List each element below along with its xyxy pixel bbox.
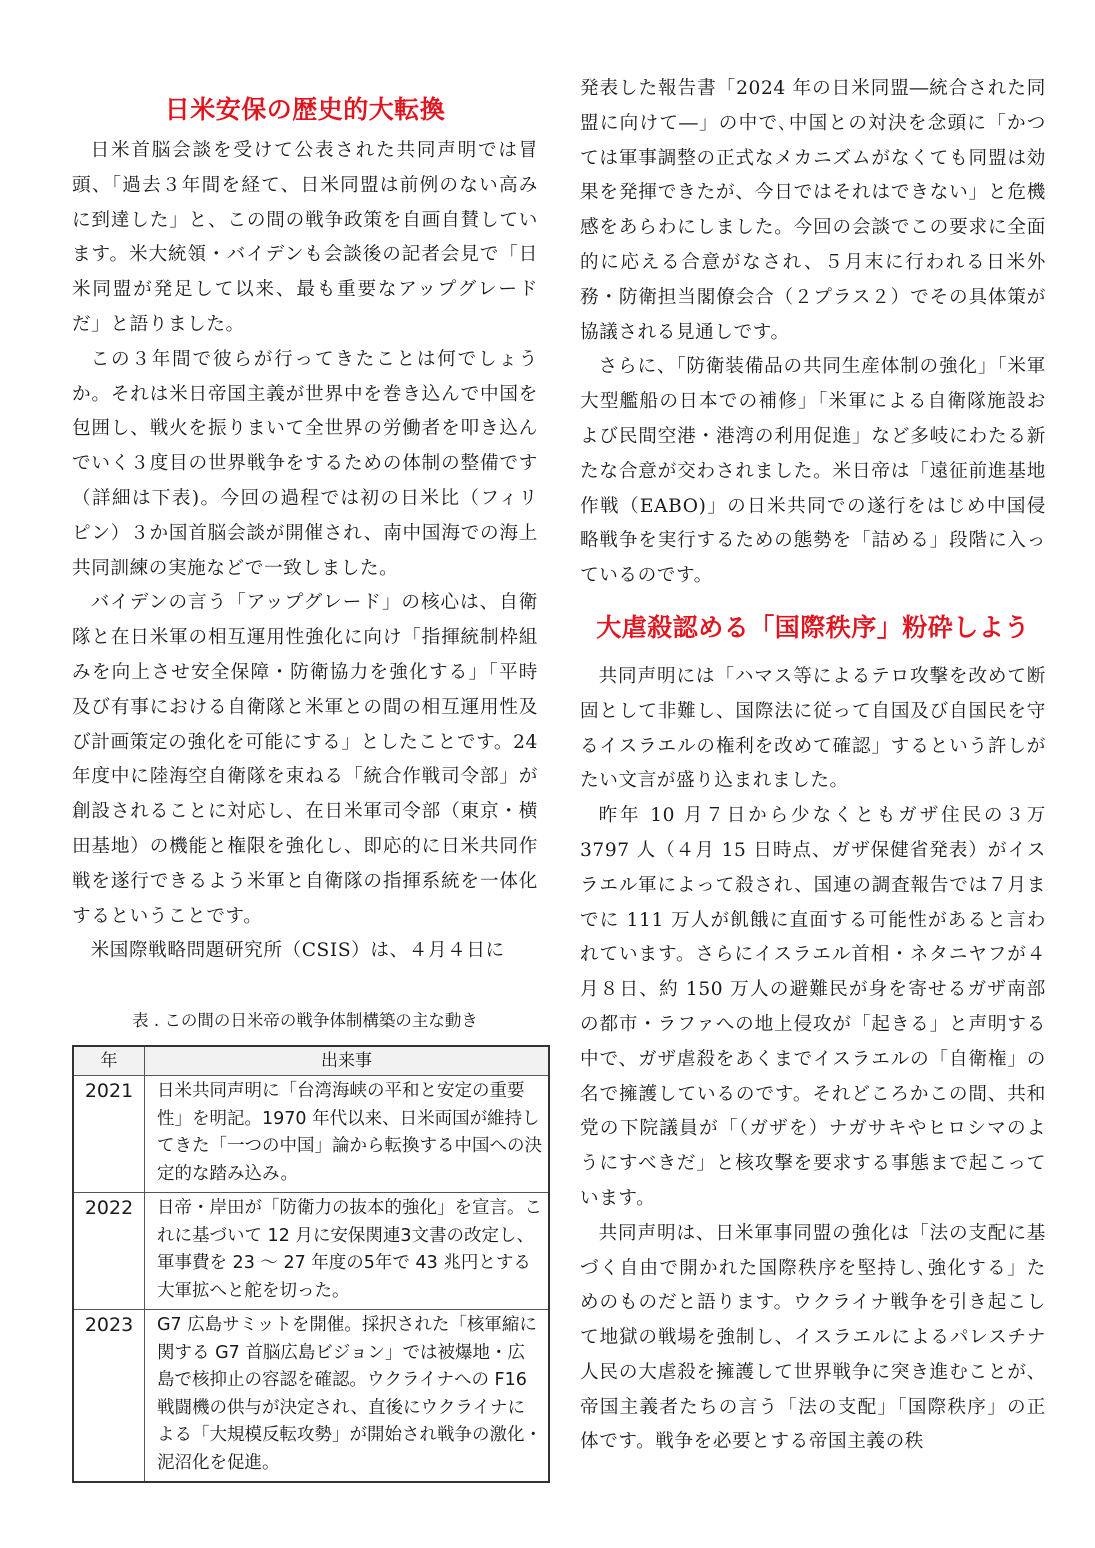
row-event: G7 広島サミットを開催。採択された「核軍縮に関する G7 首脳広島ビジョン」では被爆地・広島で核抑止の容認を確認。ウクライナへの F16 戦闘機の供与が決定され、直後にウクライナによる「大規模反転攻勢」が開始され戦争の激化・泥沼化を促進。 <box>145 1310 550 1483</box>
paragraph: 日米首脳会談を受けて公表された共同声明では冒頭、「過去３年間を経て、日米同盟は前例のない高みに到達した」と、この間の戦争政策を自画自賛しています。米大統領・バイデンも会談後の記者会見で「日米同盟が発足して以来、最も重要なアップグレードだ」と語りました。 <box>72 140 538 335</box>
paragraph: 昨年 10 月７日から少なくともガザ住民の３万 3797 人（４月 15 日時点、ガザ保健省発表）がイスラエル軍によって殺され、国連の調査報告では７月までに 111 万人が飢餓に直面する可能性があると言われています。さらにイスラエル首相・ネタニヤフが４月８日、約 150 万人の避難民が身を寄せるガザ南部の都市・ラファへの地上侵攻が「起きる」と声明する中で、ガザ虐殺をあくまでイスラエルの「自衛権」の名で擁護しているのです。それどころかこの間、共和党の下院議員が「（ガザを）ナガサキやヒロシマのようにすべきだ」と核攻撃を要求する事態まで起こっています。 <box>580 805 1046 1209</box>
section-heading-order: 大虐殺認める「国際秩序」粉砕しよう <box>596 612 1030 642</box>
table-header-row <box>73 1046 549 1076</box>
paragraph: 米国際戦略問題研究所（CSIS）は、４月４日に <box>90 940 505 962</box>
paragraph: さらに、「防衛装備品の共同生産体制の強化」「米軍大型艦船の日本での補修」「米軍による自衛隊施設および民間空港・港湾の利用促進」など多岐にわたる新たな合意が交わされました。米日帝は「遠征前進基地作戦（EABO)」の日米共同での遂行をはじめ中国侵略戦争を実行するための態勢を「詰める」段階に入っているのです。 <box>580 356 1046 587</box>
table-row <box>73 1310 549 1483</box>
header-year: 年 <box>73 1046 145 1076</box>
events-table <box>72 1045 550 1483</box>
row-event: 日帝・岸田が「防衛力の抜本的強化」を宣言。これに基づいて 12 月に安保関連3文書の改定し、軍事費を 23 ～ 27 年度の5年で 43 兆円とする大軍拡へと舵を切った。 <box>145 1193 550 1310</box>
paragraph: 発表した報告書「2024 年の日米同盟―統合された同盟に向けて―」の中で､中国との対決を念頭に「かつては軍事調整の正式なメカニズムがなくても同盟は効果を発揮できたが、今日ではそれはできない」と危機感をあらわにしました。今回の会談でこの要求に全面的に応える合意がなされ、５月末に行われる日米外務・防衛担当閣僚会合（２プラス２）でその具体策が協議される見通しです。 <box>580 78 1046 343</box>
table-row <box>73 1076 549 1193</box>
row-year: 2023 <box>73 1310 145 1483</box>
row-year: 2021 <box>73 1076 145 1193</box>
right-column <box>580 72 1046 1460</box>
table-row <box>73 1193 549 1310</box>
paragraph: この３年間で彼らが行ってきたことは何でしょうか。それは米日帝国主義が世界中を巻き込んで中国を包囲し、戦火を振りまいて全世界の労働者を叩き込んでいく３度目の世界戦争をするための体制の整備です（詳細は下表)。今回の過程では初の日米比（フィリピン）３か国首脳会談が開催され、南中国海での海上共同訓練の実施などで一致しました。 <box>72 348 538 579</box>
paragraph: 共同声明は、日米軍事同盟の強化は「法の支配に基づく自由で開かれた国際秩序を堅持し､強化する」ためのものだと語ります。ウクライナ戦争を引き起こして地獄の戦場を強制し、イスラエルによるパレスチナ人民の大虐殺を擁護して世界戦争に突き進むことが、帝国主義者たちの言う「法の支配」「国際秩序」の正体です。戦争を必要とする帝国主義の秩 <box>580 1222 1046 1453</box>
paragraph: 共同声明には「ハマス等によるテロ攻撃を改めて断固として非難し、国際法に従って自国及び自国民を守るイスラエルの権利を改めて確認」するという許しがたい文言が盛り込まれました。 <box>580 665 1046 792</box>
header-event: 出来事 <box>145 1046 550 1076</box>
row-event: 日米共同声明に「台湾海峡の平和と安定の重要性」を明記。1970 年代以来、日米両国が維持してきた「一つの中国」論から転換する中国への決定的な踏み込み。 <box>145 1076 550 1193</box>
table-caption: 表 . この間の日米帝の戦争体制構築の主な動き <box>132 1011 478 1031</box>
row-year: 2022 <box>73 1193 145 1310</box>
paragraph: バイデンの言う「アップグレード」の核心は、自衛隊と在日米軍の相互運用性強化に向け「指揮統制枠組みを向上させ安全保障・防衛協力を強化する」「平時及び有事における自衛隊と米軍との間の相互運用性及び計画策定の強化を可能にする」としたことです。24 年度中に陸海空自衛隊を束ねる「統合作戦司令部」が創設されることに対応し、在日米軍司令部（東京・横田基地）の機能と権限を強化し、即応的に日米共同作戦を遂行できるよう米軍と自衛隊の指揮系統を一体化するということです。 <box>72 592 538 927</box>
left-column <box>72 70 542 1483</box>
section-heading-alliance: 日米安保の歴史的大転換 <box>164 95 446 124</box>
